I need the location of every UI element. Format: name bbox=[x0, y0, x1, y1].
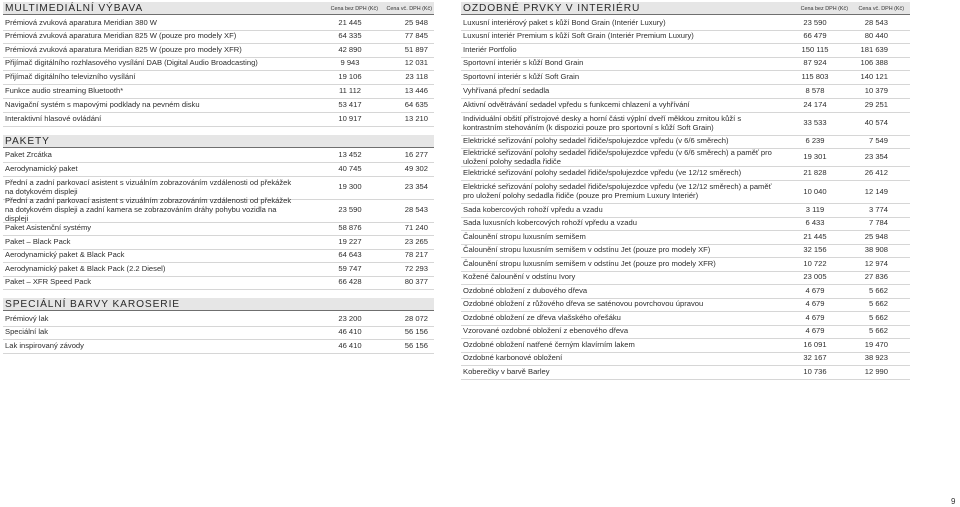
price-without-vat: 23 200 bbox=[338, 313, 362, 323]
price-with-vat: 181 639 bbox=[860, 44, 888, 54]
price-with-vat: 38 908 bbox=[864, 245, 888, 255]
table-row bbox=[461, 71, 910, 85]
price-with-vat: 23 118 bbox=[405, 71, 428, 81]
table-row bbox=[3, 223, 434, 237]
price-without-vat: 32 156 bbox=[803, 245, 827, 255]
price-without-vat: 46 410 bbox=[338, 327, 362, 337]
table-row bbox=[3, 236, 434, 250]
table-row bbox=[461, 204, 910, 218]
price-with-vat: 80 377 bbox=[404, 277, 428, 287]
multimedia-section-title: MULTIMEDIÁLNÍ VÝBAVA bbox=[5, 3, 144, 14]
item-name: Prémiová zvuková aparatura Meridian 825 W (pouze pro modely XF) bbox=[5, 31, 237, 41]
multimedia-list bbox=[3, 17, 434, 127]
price-without-vat-header: Cena bez DPH (Kč) bbox=[330, 6, 378, 12]
item-name: Ozdobné obložení natřené černým klavírním lakem bbox=[463, 339, 635, 349]
multimedia-section-header bbox=[3, 2, 434, 15]
page-number: 9 bbox=[951, 497, 956, 506]
item-name: Ozdobné karbonové obložení bbox=[463, 353, 563, 363]
item-name: Přední a zadní parkovací asistent s vizuálním zobrazováním vzdálenosti od překážek na dotykovém displeji bbox=[5, 177, 292, 196]
table-row bbox=[461, 136, 910, 150]
price-with-vat: 12 031 bbox=[404, 58, 428, 68]
price-with-vat: 28 072 bbox=[404, 313, 428, 323]
price-without-vat: 19 300 bbox=[338, 182, 362, 192]
pakety-section-header bbox=[3, 135, 434, 148]
price-without-vat: 21 445 bbox=[803, 231, 827, 241]
item-name: Elektrické seřizování polohy sedadel řidiče/spolujezdce vpředu (ve 12/12 směrech) bbox=[463, 168, 742, 178]
item-name: Aerodynamický paket & Black Pack bbox=[5, 250, 125, 260]
table-row bbox=[3, 85, 434, 99]
price-with-vat: 7 549 bbox=[868, 136, 888, 146]
price-with-vat: 5 662 bbox=[868, 312, 888, 322]
table-row bbox=[461, 17, 910, 31]
interier-list bbox=[461, 17, 910, 380]
price-without-vat: 10 722 bbox=[803, 258, 827, 268]
item-name: Ozdobné obložení ze dřeva vlašského ořešáku bbox=[463, 312, 621, 322]
price-with-vat: 12 974 bbox=[864, 258, 888, 268]
price-without-vat: 33 533 bbox=[803, 118, 827, 128]
item-name: Prémiová zvuková aparatura Meridian 825 W (pouze pro modely XFR) bbox=[5, 44, 242, 54]
price-with-vat: 29 251 bbox=[864, 99, 888, 109]
item-name: Prémiová zvuková aparatura Meridian 380 W bbox=[5, 17, 157, 27]
table-row bbox=[3, 340, 434, 354]
price-without-vat: 4 679 bbox=[805, 299, 825, 309]
barvy-list bbox=[3, 313, 434, 354]
item-name: Kožené čalounění v odstínu Ivory bbox=[463, 272, 576, 282]
item-name: Luxusní interiérový paket s kůží Bond Grain (Interiér Luxury) bbox=[463, 17, 666, 27]
price-without-vat: 23 590 bbox=[338, 205, 362, 215]
price-without-vat: 64 335 bbox=[338, 31, 362, 41]
table-row bbox=[461, 312, 910, 326]
price-with-vat: 19 470 bbox=[864, 339, 888, 349]
barvy-section-title: SPECIÁLNÍ BARVY KAROSERIE bbox=[5, 299, 180, 310]
price-without-vat: 10 040 bbox=[803, 186, 827, 196]
item-name: Přijímač digitálního televizního vysílání bbox=[5, 71, 136, 81]
table-row bbox=[3, 17, 434, 31]
price-without-vat: 59 747 bbox=[338, 263, 362, 273]
price-without-vat: 19 227 bbox=[338, 236, 362, 246]
table-row bbox=[3, 163, 434, 177]
table-row bbox=[461, 366, 910, 380]
table-row bbox=[3, 250, 434, 264]
table-row bbox=[3, 113, 434, 127]
price-with-vat: 28 543 bbox=[404, 205, 428, 215]
pakety-section-title: PAKETY bbox=[5, 135, 50, 147]
price-with-vat-header: Cena vč. DPH (Kč) bbox=[858, 6, 904, 12]
price-with-vat: 106 388 bbox=[860, 58, 888, 68]
price-with-vat: 78 217 bbox=[404, 250, 428, 260]
left-column bbox=[3, 2, 434, 354]
item-name: Čalounění stropu luxusním semišem bbox=[463, 231, 586, 241]
price-without-vat: 13 452 bbox=[338, 150, 362, 160]
table-row bbox=[3, 196, 434, 223]
price-without-vat: 40 745 bbox=[338, 163, 362, 173]
price-with-vat: 23 354 bbox=[864, 152, 888, 162]
price-with-vat: 28 543 bbox=[864, 17, 888, 27]
price-without-vat: 11 112 bbox=[338, 85, 362, 95]
price-without-vat: 64 643 bbox=[338, 250, 362, 260]
price-with-vat: 5 662 bbox=[868, 285, 888, 295]
interier-column-headers bbox=[789, 6, 910, 14]
item-name: Interiér Portfolio bbox=[463, 44, 517, 54]
table-row bbox=[461, 326, 910, 340]
price-without-vat: 24 174 bbox=[803, 99, 827, 109]
table-row bbox=[461, 299, 910, 313]
item-name: Koberečky v barvě Barley bbox=[463, 366, 550, 376]
table-row bbox=[461, 181, 910, 204]
table-row bbox=[3, 263, 434, 277]
price-without-vat: 23 005 bbox=[803, 272, 827, 282]
table-row bbox=[461, 285, 910, 299]
price-with-vat: 51 897 bbox=[404, 44, 428, 54]
table-row bbox=[3, 44, 434, 58]
item-name: Paket Zrcátka bbox=[5, 150, 52, 160]
item-name: Přijímač digitálního rozhlasového vysílání DAB (Digital Audio Broadcasting) bbox=[5, 58, 258, 68]
price-without-vat: 4 679 bbox=[805, 326, 825, 336]
price-with-vat: 16 277 bbox=[404, 150, 428, 160]
item-name: Ozdobné obložení z dubového dřeva bbox=[463, 285, 588, 295]
price-with-vat: 3 774 bbox=[868, 204, 888, 214]
item-name: Čalounění stropu luxusním semišem v odstínu Jet (pouze pro modely XF) bbox=[463, 245, 711, 255]
price-with-vat: 25 948 bbox=[864, 231, 888, 241]
item-name: Paket – Black Pack bbox=[5, 236, 71, 246]
table-row bbox=[461, 245, 910, 259]
pakety-list bbox=[3, 150, 434, 291]
item-name: Aktivní odvětrávání sedadel vpředu s funkcemi chlazení a vyhřívání bbox=[463, 99, 690, 109]
table-row bbox=[461, 339, 910, 353]
price-without-vat: 6 239 bbox=[805, 136, 825, 146]
item-name: Sportovní interiér s kůží Bond Grain bbox=[463, 58, 584, 68]
price-without-vat: 10 736 bbox=[803, 366, 827, 376]
item-name: Individuální obšití přístrojové desky a horní části výplní dveří měkkou zrnitou kůží s kontrastním stehováním (k dispozici pouze pro sportovní s kůží Soft Grain) bbox=[463, 113, 742, 132]
item-name: Sportovní interiér s kůží Soft Grain bbox=[463, 71, 580, 81]
item-name: Sada luxusních kobercových rohoží vpředu a vzadu bbox=[463, 218, 637, 228]
price-without-vat: 87 924 bbox=[803, 58, 827, 68]
price-without-vat: 21 828 bbox=[803, 168, 827, 178]
item-name: Luxusní interiér Premium s kůží Soft Grain (Interiér Premium Luxury) bbox=[463, 31, 694, 41]
table-row bbox=[3, 99, 434, 113]
price-with-vat: 72 293 bbox=[404, 263, 428, 273]
table-row bbox=[461, 218, 910, 232]
table-row bbox=[3, 313, 434, 327]
price-without-vat: 32 167 bbox=[803, 353, 827, 363]
price-without-vat: 8 578 bbox=[805, 85, 825, 95]
table-row bbox=[3, 277, 434, 291]
table-row bbox=[3, 58, 434, 72]
price-with-vat: 27 836 bbox=[864, 272, 888, 282]
table-row bbox=[461, 167, 910, 181]
table-row bbox=[461, 99, 910, 113]
price-without-vat: 150 115 bbox=[801, 44, 829, 54]
price-with-vat: 38 923 bbox=[864, 353, 888, 363]
price-with-vat: 64 635 bbox=[404, 99, 428, 109]
price-without-vat: 3 119 bbox=[805, 204, 825, 214]
price-with-vat-header: Cena vč. DPH (Kč) bbox=[386, 6, 432, 12]
price-with-vat: 26 412 bbox=[864, 168, 888, 178]
price-with-vat: 13 210 bbox=[404, 113, 428, 123]
table-row bbox=[3, 71, 434, 85]
table-row bbox=[461, 258, 910, 272]
item-name: Lak inspirovaný závody bbox=[5, 340, 84, 350]
table-row bbox=[461, 58, 910, 72]
price-without-vat: 10 917 bbox=[338, 113, 362, 123]
price-without-vat: 19 106 bbox=[338, 71, 362, 81]
table-row bbox=[461, 31, 910, 45]
price-without-vat: 16 091 bbox=[803, 339, 827, 349]
interier-section-header bbox=[461, 2, 910, 15]
price-without-vat: 66 428 bbox=[338, 277, 362, 287]
price-without-vat: 46 410 bbox=[338, 340, 362, 350]
price-with-vat: 13 446 bbox=[404, 85, 428, 95]
item-name: Přední a zadní parkovací asistent s vizuálním zobrazováním vzdálenosti od překážek na dotykovém displeji a zadní kamera se zobrazováním dráhy pohybu vozidla na displeji bbox=[5, 196, 292, 223]
price-with-vat: 56 156 bbox=[404, 327, 428, 337]
item-name: Aerodynamický paket & Black Pack (2.2 Diesel) bbox=[5, 263, 166, 273]
item-name: Aerodynamický paket bbox=[5, 163, 78, 173]
table-row bbox=[3, 31, 434, 45]
price-with-vat: 5 662 bbox=[868, 326, 888, 336]
price-with-vat: 10 379 bbox=[864, 85, 888, 95]
barvy-section bbox=[3, 298, 434, 354]
price-without-vat: 6 433 bbox=[805, 218, 825, 228]
price-with-vat: 140 121 bbox=[860, 71, 888, 81]
table-row bbox=[461, 44, 910, 58]
barvy-section-header bbox=[3, 298, 434, 311]
table-row bbox=[461, 149, 910, 167]
table-row bbox=[461, 353, 910, 367]
item-name: Elektrické seřizování polohy sedadel řidiče/spolujezdce vpředu (v 6/6 směrech) bbox=[463, 136, 729, 146]
price-without-vat: 58 876 bbox=[338, 223, 362, 233]
item-name: Paket Asistenční systémy bbox=[5, 223, 92, 233]
price-without-vat: 9 943 bbox=[340, 58, 360, 68]
item-name: Vzorované ozdobné obložení z ebenového dřeva bbox=[463, 326, 629, 336]
price-with-vat: 5 662 bbox=[868, 299, 888, 309]
price-with-vat: 12 990 bbox=[864, 366, 888, 376]
price-without-vat: 4 679 bbox=[805, 312, 825, 322]
table-row bbox=[461, 231, 910, 245]
price-with-vat: 80 440 bbox=[864, 31, 888, 41]
table-row bbox=[461, 113, 910, 136]
price-with-vat: 23 265 bbox=[404, 236, 428, 246]
item-name: Funkce audio streaming Bluetooth* bbox=[5, 85, 124, 95]
item-name: Interaktivní hlasové ovládání bbox=[5, 113, 102, 123]
price-without-vat: 53 417 bbox=[338, 99, 362, 109]
item-name: Paket – XFR Speed Pack bbox=[5, 277, 92, 287]
price-with-vat: 56 156 bbox=[404, 340, 428, 350]
item-name: Ozdobné obložení z růžového dřeva se saténovou povrchovou úpravou bbox=[463, 299, 704, 309]
table-row bbox=[461, 272, 910, 286]
item-name: Prémiový lak bbox=[5, 313, 49, 323]
item-name: Elektrické seřizování polohy sedadel řidiče/spolujezdce vpředu (v 6/6 směrech) a paměť pro uložení polohy sedadla řidiče bbox=[463, 147, 772, 166]
price-with-vat: 12 149 bbox=[864, 186, 888, 196]
table-row bbox=[461, 85, 910, 99]
item-name: Čalounění stropu luxusním semišem v odstínu Jet (pouze pro modely XFR) bbox=[463, 258, 716, 268]
price-with-vat: 25 948 bbox=[404, 17, 428, 27]
interier-section-title: OZDOBNÉ PRVKY V INTERIÉRU bbox=[463, 3, 641, 14]
price-with-vat: 7 784 bbox=[868, 218, 888, 228]
pakety-section bbox=[3, 135, 434, 291]
item-name: Speciální lak bbox=[5, 327, 49, 337]
price-without-vat: 66 479 bbox=[803, 31, 827, 41]
price-with-vat: 71 240 bbox=[404, 223, 428, 233]
price-without-vat: 115 803 bbox=[801, 71, 829, 81]
item-name: Sada kobercových rohoží vpředu a vzadu bbox=[463, 204, 603, 214]
multimedia-column-headers bbox=[318, 6, 434, 14]
price-without-vat: 4 679 bbox=[805, 285, 825, 295]
item-name: Navigační systém s mapovými podklady na pevném disku bbox=[5, 99, 200, 109]
price-with-vat: 40 574 bbox=[864, 118, 888, 128]
price-without-vat-header: Cena bez DPH (Kč) bbox=[800, 6, 848, 12]
price-without-vat: 21 445 bbox=[338, 17, 362, 27]
price-with-vat: 49 302 bbox=[404, 163, 428, 173]
price-without-vat: 19 301 bbox=[803, 152, 827, 162]
table-row bbox=[3, 150, 434, 164]
item-name: Elektrické seřizování polohy sedadel řidiče/spolujezdce vpředu (ve 12/12 směrech) a paměť pro uložení polohy sedadla řidiče (pouze pro Premium Luxury Interiér) bbox=[463, 182, 772, 200]
price-with-vat: 23 354 bbox=[404, 182, 428, 192]
table-row bbox=[3, 327, 434, 341]
price-without-vat: 42 890 bbox=[338, 44, 362, 54]
item-name: Vyhřívaná přední sedadla bbox=[463, 85, 550, 95]
price-with-vat: 77 845 bbox=[404, 31, 428, 41]
right-column bbox=[461, 2, 910, 380]
price-without-vat: 23 590 bbox=[803, 17, 827, 27]
